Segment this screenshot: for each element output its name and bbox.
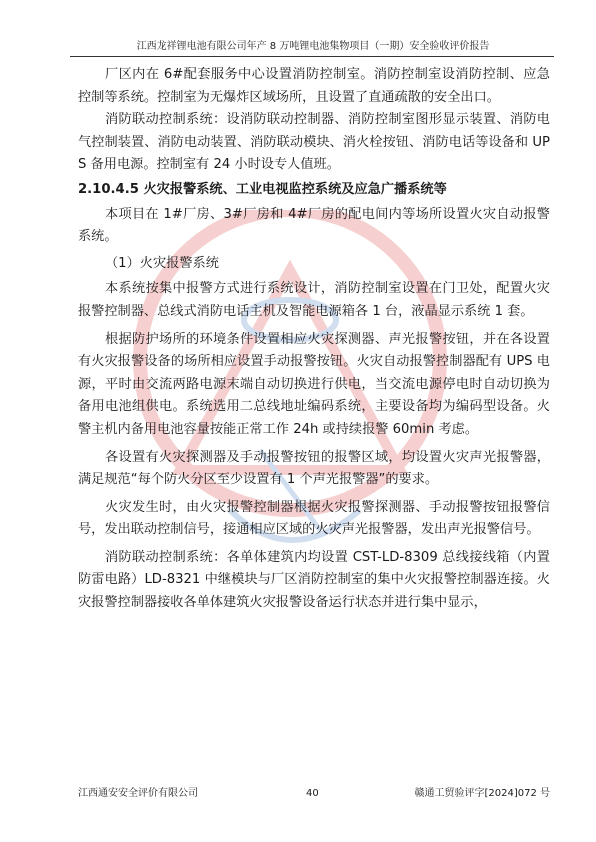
page-number: 40 [306,788,319,799]
footer-report-code: 赣通工贸验评字[2024]072 号 [414,788,550,799]
paragraph: 消防联动控制系统：各单体建筑内均设置 CST-LD-8309 总线接线箱（内置防雷电路）LD-8321 中继模块与厂区消防控制室的集中火灾报警控制器连接。火灾报警控制器接收各单体建筑火灾报警设备运行状态并进行集中显示， [78,549,550,611]
paragraph: 厂区内在 6#配套服务中心设置消防控制室。消防控制室设消防控制、应急控制等系统。控制室为无爆炸区域场所，且设置了直通疏散的安全出口。 [78,67,550,105]
section-heading: 2.10.4.5 火灾报警系统、工业电视监控系统及应急广播系统等 [78,181,447,197]
subsection-heading: （1）火灾报警系统 [105,255,219,271]
footer-company: 江西通安安全评价有限公司 [78,788,198,799]
document-body [78,64,550,615]
paragraph: 消防联动控制系统：设消防联动控制器、消防控制室图形显示装置、消防电气控制装置、消防电动装置、消防联动模块、消火栓按钮、消防电话等设备和 UPS 备用电源。控制室有 24 小时设专人值班。 [78,112,550,173]
page-header: 江西龙祥锂电池有限公司年产 8 万吨锂电池集物项目（一期）安全验收评价报告 [136,41,490,52]
paragraph: 根据防护场所的环境条件设置相应火灾探测器、声光报警按钮，并在各设置有火灾报警设备的场所相应设置手动报警按钮。火灾自动报警控制器配有 UPS 电源，平时由交流两路电源末端自动切换进行供电，当交流电源停电时自动切换为备用电池组供电。系统选用二总线地址编码系统，主要设备均为编码型设备。火警主机内备用电池容量按能正常工作 24h 或持续报警 60min 考虑。 [78,331,550,437]
paragraph: 本系统按集中报警方式进行系统设计，消防控制室设置在门卫处，配置火灾报警控制器、总线式消防电话主机及智能电源箱各 1 台，液晶显示系统 1 套。 [78,281,550,319]
paragraph: 各设置有火灾探测器及手动报警按钮的报警区域，均设置火灾声光报警器，满足规范“每个防火分区至少设置有 1 个声光报警器”的要求。 [78,449,550,488]
paragraph: 本项目在 1#厂房、3#厂房和 4#厂房的配电间内等场所设置火灾自动报警系统。 [78,206,550,245]
header-divider [70,56,554,57]
paragraph: 火灾发生时，由火灾报警控制器根据火灾报警探测器、手动报警按钮报警信号，发出联动控制信号，接通相应区域的火灾声光报警器，发出声光报警信号。 [78,499,550,538]
